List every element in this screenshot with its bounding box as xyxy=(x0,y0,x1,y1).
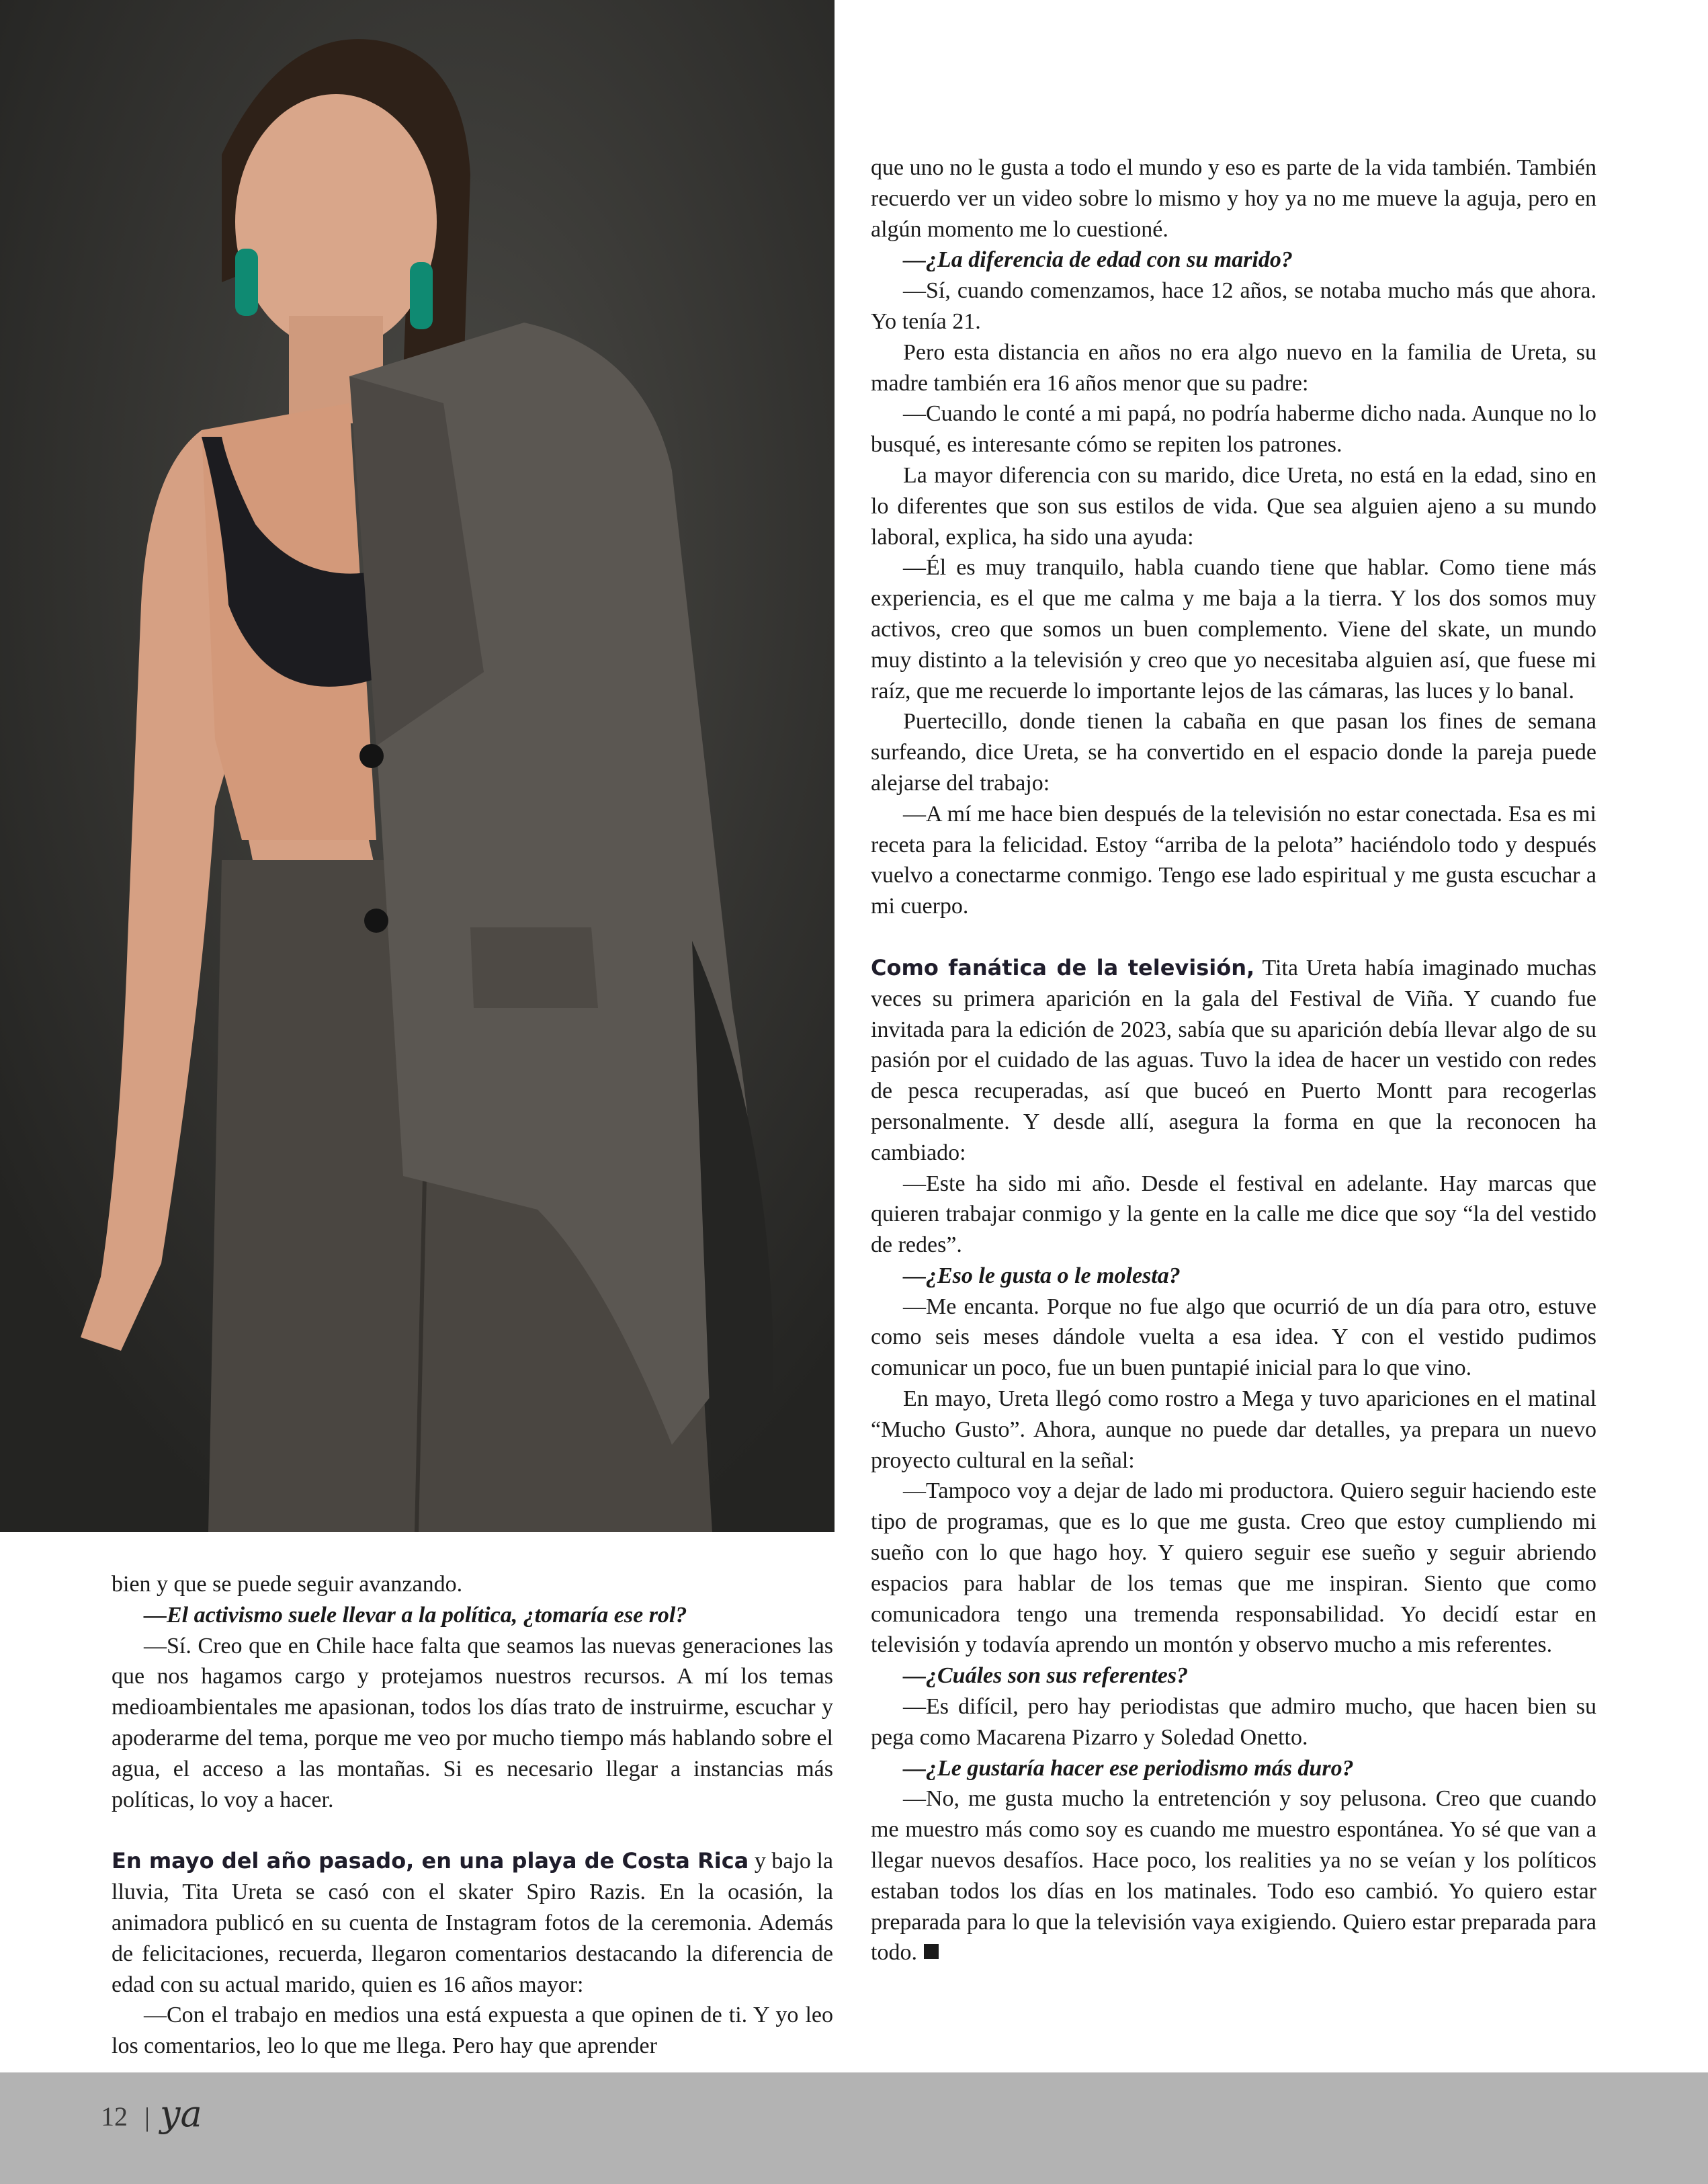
body-paragraph xyxy=(112,2000,833,2062)
interview-question xyxy=(871,245,1596,276)
paragraph-text: Puertecillo, donde tienen la cabaña en que pasan los fines de semana surfeando, dice Ureta, se ha convertido en el espacio donde la pareja puede alejarse del trabajo: xyxy=(871,709,1596,796)
paragraph-text: —Sí, cuando comenzamos, hace 12 años, se notaba mucho más que ahora. Yo tenía 21. xyxy=(871,278,1596,334)
paragraph-text: Pero esta distancia en años no era algo nuevo en la familia de Ureta, su madre también era 16 años menor que su padre: xyxy=(871,339,1596,396)
paragraph-text: y bajo la lluvia, Tita Ureta se casó con el skater Spiro Razis. En la ocasión, la animadora publicó en su cuenta de Instagram fotos de la ceremonia. Además de felicitaciones, recuerda, llegaron comentarios destacando la diferencia de edad con su actual marido, quien es 16 años mayor: xyxy=(112,1849,833,1997)
body-paragraph xyxy=(871,1384,1596,1476)
body-paragraph xyxy=(871,799,1596,922)
paragraph-text: —¿Le gustaría hacer ese periodismo más duro? xyxy=(903,1755,1354,1781)
paragraph-text: —No, me gusta mucho la entretención y soy pelusona. Creo que cuando me muestro más como soy es cuando me muestro espontánea. Yo sé que van a llegar nuevos desafíos. Hace poco, los realities ya no se veían y los políticos estaban todos los días en los matinales. Todo eso cambió. Yo quiero estar preparada para lo que la televisión vaya exigiendo. Quiero estar preparada para todo. xyxy=(871,1786,1596,1966)
body-paragraph xyxy=(871,1169,1596,1261)
paragraph-text: —Es difícil, pero hay periodistas que admiro mucho, que hacen bien su pega como Macarena Pizarro y Soledad Onetto. xyxy=(871,1694,1596,1750)
paragraph-text: En mayo, Ureta llegó como rostro a Mega y tuvo apariciones en el matinal “Mucho Gusto”. Ahora, aunque no puede dar detalles, ya prepara un nuevo proyecto cultural en la señal: xyxy=(871,1386,1596,1473)
article-column-right xyxy=(871,153,1596,1968)
interview-question xyxy=(112,1600,833,1631)
page-number: 12 xyxy=(101,2101,128,2132)
body-paragraph xyxy=(871,153,1596,245)
paragraph-text: —Cuando le conté a mi papá, no podría haberme dicho nada. Aunque no lo busqué, es interesante cómo se repiten los patrones. xyxy=(871,401,1596,458)
paragraph-text: —¿Cuáles son sus referentes? xyxy=(903,1663,1189,1689)
page-footer xyxy=(0,2072,1708,2184)
interview-question xyxy=(871,1661,1596,1691)
article-column-left xyxy=(112,1569,833,2062)
section-lead-paragraph xyxy=(871,953,1596,1169)
body-paragraph xyxy=(871,1476,1596,1661)
paragraph-text: que uno no le gusta a todo el mundo y eso es parte de la vida también. También recuerdo ver un video sobre lo mismo y hoy ya no me mueve la aguja, pero en algún momento me lo cuestioné. xyxy=(871,155,1596,242)
paragraph-text: —¿La diferencia de edad con su marido? xyxy=(903,247,1293,273)
section-lead-paragraph xyxy=(112,1846,833,2000)
body-paragraph xyxy=(871,337,1596,399)
body-paragraph xyxy=(112,1569,833,1600)
paragraph-text: La mayor diferencia con su marido, dice Ureta, no está en la edad, sino en lo diferentes que son sus estilos de vida. Que sea alguien ajeno a su mundo laboral, explica, ha sido una ayuda: xyxy=(871,462,1596,550)
footer-divider xyxy=(146,2107,148,2132)
body-paragraph xyxy=(871,706,1596,798)
paragraph-text: —Me encanta. Porque no fue algo que ocurrió de un día para otro, estuve como seis meses dándole vuelta a esa idea. Y con el vestido pudimos comunicar un poco, fue un buen puntapié inicial para lo que vino. xyxy=(871,1294,1596,1381)
body-paragraph xyxy=(871,1783,1596,1968)
end-of-article-mark xyxy=(924,1944,939,1959)
paragraph-text: —Tampoco voy a dejar de lado mi productora. Quiero seguir haciendo este tipo de programas, que es lo que me gusta. Creo que estoy cumpliendo mi sueño con lo que hago hoy. Y quiero seguir ese sueño y seguir abriendo espacios para hablar de los temas que me inspiran. Siento que como comunicadora tengo una tremenda responsabilidad. Yo decidí estar en televisión y todavía aprendo un montón y observo mucho a mis referentes. xyxy=(871,1478,1596,1658)
section-lead-in: En mayo del año pasado, en una playa de Costa Rica xyxy=(112,1848,749,1874)
body-paragraph xyxy=(112,1631,833,1816)
section-lead-in: Como fanática de la televisión, xyxy=(871,954,1255,980)
paragraph-text: —Sí. Creo que en Chile hace falta que seamos las nuevas generaciones las que nos hagamos cargo y protejamos nuestros recursos. A mí los temas medioambientales me apasionan, todos los días trato de instruirme, escuchar y apoderarme del tema, porque me veo por mucho tiempo más hablando sobre el agua, el acceso a las montañas. Si es necesario llegar a instancias más políticas, lo voy a hacer. xyxy=(112,1633,833,1812)
portrait-illustration xyxy=(0,0,835,1532)
paragraph-text: —A mí me hace bien después de la televisión no estar conectada. Esa es mi receta para la felicidad. Estoy “arriba de la pelota” haciéndolo todo y después vuelvo a conectarme conmigo. Tengo ese lado espiritual y me gusta escuchar a mi cuerpo. xyxy=(871,801,1596,919)
paragraph-text: —Este ha sido mi año. Desde el festival en adelante. Hay marcas que quieren trabajar conmigo y la gente en la calle me dice que soy “la del vestido de redes”. xyxy=(871,1171,1596,1258)
interview-question xyxy=(871,1753,1596,1784)
body-paragraph xyxy=(871,1292,1596,1384)
body-paragraph xyxy=(871,276,1596,337)
portrait-photo xyxy=(0,0,835,1532)
paragraph-text: —¿Eso le gusta o le molesta? xyxy=(903,1263,1181,1288)
paragraph-text: —Él es muy tranquilo, habla cuando tiene que hablar. Como tiene más experiencia, es el que me calma y me baja a la tierra. Y los dos somos muy activos, creo que somos un buen complemento. Viene del skate, un mundo muy distinto a la televisión y creo que yo necesitaba alguien así, que fuese mi raíz, que me recuerde lo importante lejos de las cámaras, las luces y lo banal. xyxy=(871,555,1596,704)
magazine-logo: ya xyxy=(160,2093,202,2135)
body-paragraph xyxy=(871,460,1596,552)
body-paragraph xyxy=(871,552,1596,706)
body-paragraph xyxy=(871,1691,1596,1753)
paragraph-text: Tita Ureta había imaginado muchas veces su primera aparición en la gala del Festival de Viña. Y cuando fue invitada para la edición de 2023, sabía que su aparición debía llevar algo de su pasión por el cuidado de las aguas. Tuvo la idea de hacer un vestido con redes de pesca recuperadas, así que buceó en Puerto Montt para recogerlas personalmente. Y desde allí, asegura la forma en que la reconocen ha cambiado: xyxy=(871,955,1596,1165)
paragraph-text: bien y que se puede seguir avanzando. xyxy=(112,1572,463,1597)
paragraph-text: —El activismo suele llevar a la política, ¿tomaría ese rol? xyxy=(144,1602,687,1628)
paragraph-gap xyxy=(871,922,1596,953)
body-paragraph xyxy=(871,398,1596,460)
interview-question xyxy=(871,1261,1596,1292)
paragraph-gap xyxy=(112,1815,833,1846)
paragraph-text: —Con el trabajo en medios una está expuesta a que opinen de ti. Y yo leo los comentarios, leo lo que me llega. Pero hay que aprender xyxy=(112,2003,833,2059)
